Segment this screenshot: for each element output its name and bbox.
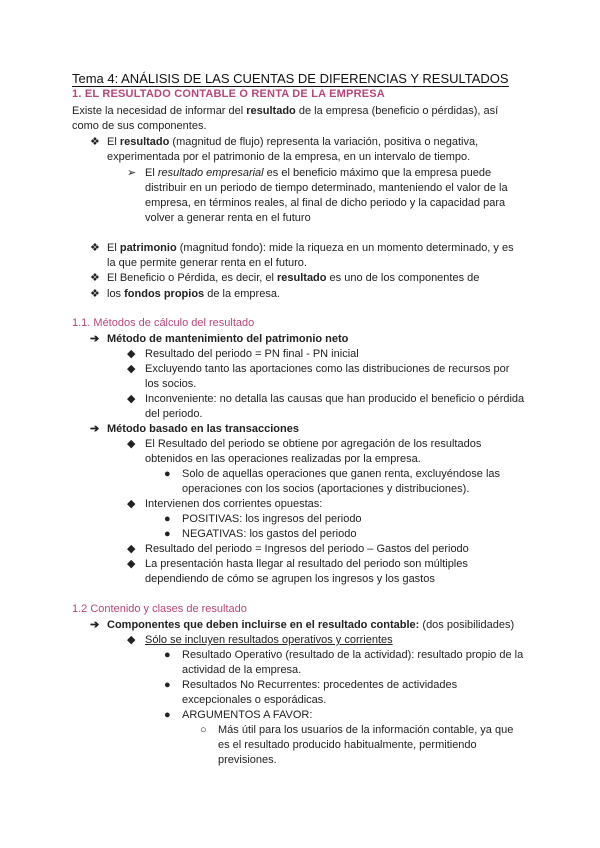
m1-item-1: Resultado del periodo = PN final - PN inicial xyxy=(145,348,359,360)
sub-resultado-empresarial: El resultado empresarial es el beneficio máximo que la empresa puede xyxy=(145,167,492,179)
dot-bullet-icon: ● xyxy=(164,679,171,691)
bullet-resultado: El resultado (magnitud de flujo) representa la variación, positiva o negativa, xyxy=(107,136,479,148)
bullet-beneficio: El Beneficio o Pérdida, es decir, el resultado es uno de los componentes de xyxy=(107,272,480,284)
c1-item-1: Resultado Operativo (resultado de la actividad): resultado propio de la xyxy=(182,649,524,661)
method-2-heading: Método basado en las transacciones xyxy=(107,423,299,435)
dot-bullet-icon: ● xyxy=(164,513,171,525)
m2-item-a: El Resultado del periodo se obtiene por agregación de los resultados xyxy=(145,438,482,450)
bullet-resultado-cont: experimentada por el patrimonio de la empresa, en un intervalo de tiempo. xyxy=(107,151,471,163)
m1-item-2-cont: los socios. xyxy=(145,378,197,390)
m1-item-3: Inconveniente: no detalla las causas que han producido el beneficio o pérdida xyxy=(145,393,525,405)
c1-item-2: Resultados No Recurrentes: procedentes de actividades xyxy=(182,679,458,691)
diamond-bullet-icon: ◆ xyxy=(127,543,136,555)
diamond-bullet-icon: ◆ xyxy=(127,348,136,360)
option-operativos: Sólo se incluyen resultados operativos y corrientes xyxy=(145,634,393,646)
argument-line-3: previsiones. xyxy=(218,754,277,766)
m2-positivas: POSITIVAS: los ingresos del periodo xyxy=(182,513,362,525)
c1-item-3: ARGUMENTOS A FAVOR: xyxy=(182,709,313,721)
dot-bullet-icon: ● xyxy=(164,468,171,480)
fourdiamond-bullet-icon: ❖ xyxy=(90,136,100,148)
c1-item-2-cont: excepcionales o esporádicas. xyxy=(182,694,327,706)
m2-item-a-sub: Solo de aquellas operaciones que ganen renta, excluyéndose las xyxy=(182,468,501,480)
diamond-bullet-icon: ◆ xyxy=(127,498,136,510)
m1-item-3-cont: del periodo. xyxy=(145,408,203,420)
intro-line-2: como de sus componentes. xyxy=(72,120,207,132)
sub-line-4: volver a generar renta en el futuro xyxy=(145,212,311,224)
diamond-bullet-icon: ◆ xyxy=(127,363,136,375)
dot-bullet-icon: ● xyxy=(164,649,171,661)
document-title: Tema 4: ANÁLISIS DE LAS CUENTAS DE DIFERENCIAS Y RESULTADOS xyxy=(72,71,509,86)
m2-item-d: La presentación hasta llegar al resultado del periodo son múltiples xyxy=(145,558,468,570)
m2-item-a-sub-cont: operaciones con los socios (aportaciones y distribuciones). xyxy=(182,483,470,495)
diamond-bullet-icon: ◆ xyxy=(127,393,136,405)
sub-line-2: distribuir en un periodo de tiempo determinado, manteniendo el valor de la xyxy=(145,182,508,194)
diamond-bullet-icon: ◆ xyxy=(127,558,136,570)
sub-line-3: empresa, en términos reales, al final de dicho periodo y la capacidad para xyxy=(145,197,506,209)
bullet-fondos-propios: los fondos propios de la empresa. xyxy=(107,288,280,300)
intro-line-1: Existe la necesidad de informar del resultado de la empresa (beneficio o pérdidas), así xyxy=(72,105,499,117)
dot-bullet-icon: ● xyxy=(164,528,171,540)
arrowhead-bullet-icon: ➢ xyxy=(127,167,137,179)
section-1-2-heading: 1.2 Contenido y clases de resultado xyxy=(72,603,247,615)
fourdiamond-bullet-icon: ❖ xyxy=(90,288,100,300)
section-1-heading: 1. EL RESULTADO CONTABLE O RENTA DE LA EMPRESA xyxy=(72,88,385,100)
argument-line-2: es el resultado producido habitualmente, permitiendo xyxy=(218,739,477,751)
arrow-icon: ➔ xyxy=(90,619,100,631)
fourdiamond-bullet-icon: ❖ xyxy=(90,242,100,254)
diamond-bullet-icon: ◆ xyxy=(127,634,136,646)
bullet-patrimonio: El patrimonio (magnitud fondo): mide la riqueza en un momento determinado, y es xyxy=(107,242,514,254)
m2-item-b: Intervienen dos corrientes opuestas: xyxy=(145,498,323,510)
bullet-patrimonio-cont: la que permite generar renta en el futuro. xyxy=(107,257,307,269)
method-1-heading: Método de mantenimiento del patrimonio neto xyxy=(107,333,349,345)
m1-item-2: Excluyendo tanto las aportaciones como las distribuciones de recursos por xyxy=(145,363,510,375)
components-heading: Componentes que deben incluirse en el resultado contable: (dos posibilidades) xyxy=(107,619,515,631)
section-1-1-heading: 1.1. Métodos de cálculo del resultado xyxy=(72,317,255,329)
m2-item-d-cont: dependiendo de cómo se agrupen los ingresos y los gastos xyxy=(145,573,435,585)
arrow-icon: ➔ xyxy=(90,423,100,435)
circle-bullet-icon: ○ xyxy=(200,724,207,736)
diamond-bullet-icon: ◆ xyxy=(127,438,136,450)
fourdiamond-bullet-icon: ❖ xyxy=(90,272,100,284)
arrow-icon: ➔ xyxy=(90,333,100,345)
m2-item-a-cont: obtenidos en las operaciones realizadas por la empresa. xyxy=(145,453,421,465)
m2-item-c: Resultado del periodo = Ingresos del periodo – Gastos del periodo xyxy=(145,543,469,555)
m2-negativas: NEGATIVAS: los gastos del periodo xyxy=(182,528,357,540)
c1-item-1-cont: actividad de la empresa. xyxy=(182,664,302,676)
dot-bullet-icon: ● xyxy=(164,709,171,721)
argument-line-1: Más útil para los usuarios de la información contable, ya que xyxy=(218,724,514,736)
